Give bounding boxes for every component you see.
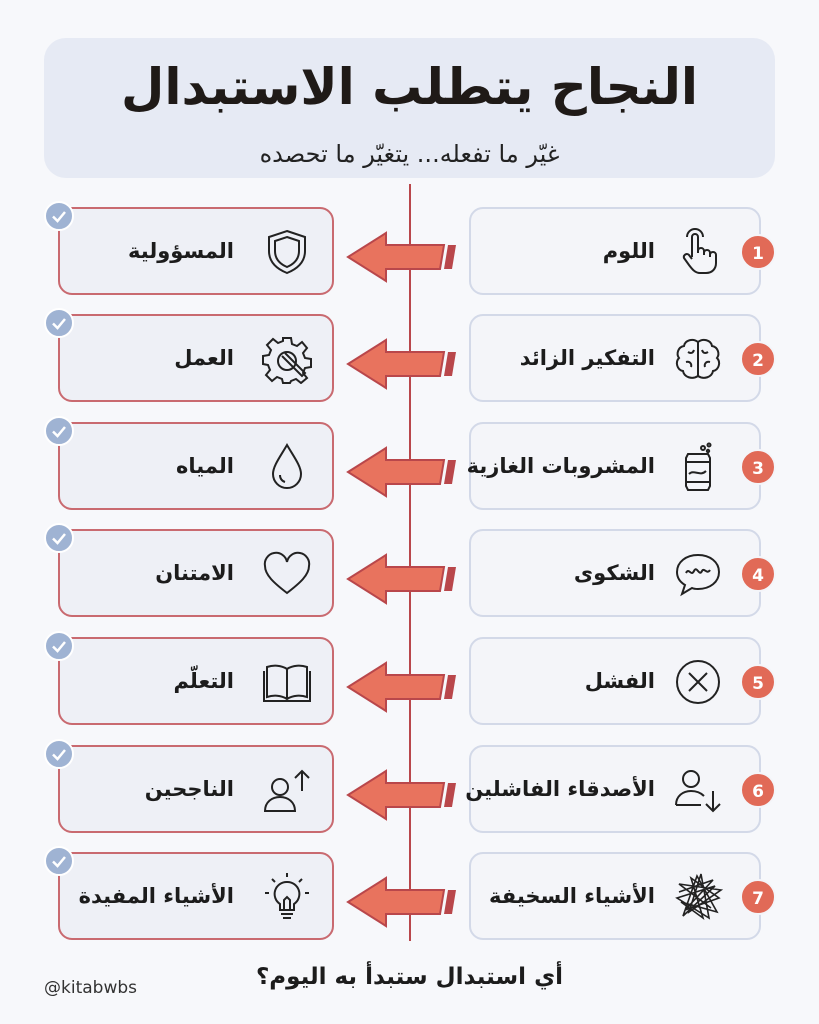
- check-icon: [44, 201, 74, 231]
- gear-wrench-icon: [262, 334, 312, 384]
- new-habit-card: [58, 314, 334, 402]
- check-icon: [44, 308, 74, 338]
- old-habit-card: [469, 852, 761, 940]
- footer-question: أي استبدال ستبدأ به اليوم؟: [255, 964, 564, 990]
- arrow-left-icon: [346, 551, 458, 607]
- page-title: النجاح يتطلب الاستبدال: [121, 58, 698, 116]
- old-habit-label: الأصدقاء الفاشلين: [465, 777, 655, 801]
- user-down-icon: [673, 765, 723, 815]
- old-habit-label: الأشياء السخيفة: [488, 884, 655, 908]
- step-number-badge: 2: [740, 341, 776, 377]
- step-number-badge: 4: [740, 556, 776, 592]
- old-habit-card: [469, 529, 761, 617]
- speech-bubble-icon: [673, 549, 723, 599]
- old-habit-label: التفكير الزائد: [519, 346, 655, 370]
- old-habit-label: اللوم: [602, 239, 655, 263]
- check-icon: [44, 631, 74, 661]
- brain-icon: [673, 334, 723, 384]
- old-habit-label: الشكوى: [573, 561, 655, 585]
- x-circle-icon: [673, 657, 723, 707]
- arrow-left-icon: [346, 767, 458, 823]
- step-number-badge: 3: [740, 449, 776, 485]
- check-icon: [44, 846, 74, 876]
- arrow-left-icon: [346, 444, 458, 500]
- arrow-left-icon: [346, 229, 458, 285]
- old-habit-card: [469, 637, 761, 725]
- arrow-left-icon: [346, 336, 458, 392]
- new-habit-label: العمل: [174, 346, 234, 370]
- open-book-icon: [262, 657, 312, 707]
- arrow-left-icon: [346, 874, 458, 930]
- new-habit-card: [58, 207, 334, 295]
- soda-can-icon: [673, 442, 723, 492]
- pointing-hand-icon: [673, 227, 723, 277]
- check-icon: [44, 739, 74, 769]
- new-habit-label: المسؤولية: [128, 239, 234, 263]
- page-subtitle: غيّر ما تفعله... يتغيّر ما تحصده: [259, 140, 560, 168]
- new-habit-label: التعلّم: [173, 669, 234, 693]
- new-habit-label: الناجحين: [144, 777, 234, 801]
- old-habit-card: [469, 314, 761, 402]
- author-handle: @kitabwbs: [44, 978, 137, 998]
- new-habit-label: الأشياء المفيدة: [78, 884, 234, 908]
- old-habit-card: [469, 207, 761, 295]
- swap-row-6: [0, 745, 819, 835]
- new-habit-card: [58, 637, 334, 725]
- shield-icon: [262, 227, 312, 277]
- new-habit-card: [58, 529, 334, 617]
- header-panel: [44, 38, 775, 178]
- heart-icon: [262, 549, 312, 599]
- swap-row-5: [0, 637, 819, 727]
- new-habit-label: المياه: [175, 454, 234, 478]
- lightbulb-icon: [262, 872, 312, 922]
- new-habit-card: [58, 852, 334, 940]
- new-habit-card: [58, 745, 334, 833]
- step-number-badge: 5: [740, 664, 776, 700]
- step-number-badge: 1: [740, 234, 776, 270]
- user-up-icon: [262, 765, 312, 815]
- swap-row-4: [0, 529, 819, 619]
- swap-row-7: [0, 852, 819, 942]
- new-habit-label: الامتنان: [155, 561, 234, 585]
- old-habit-card: [465, 745, 761, 833]
- swap-row-3: [0, 422, 819, 512]
- water-drop-icon: [262, 442, 312, 492]
- old-habit-card: [466, 422, 761, 510]
- new-habit-card: [58, 422, 334, 510]
- step-number-badge: 6: [740, 772, 776, 808]
- check-icon: [44, 523, 74, 553]
- scribble-icon: [673, 872, 723, 922]
- check-icon: [44, 416, 74, 446]
- arrow-left-icon: [346, 659, 458, 715]
- swap-row-1: [0, 207, 819, 297]
- swap-row-2: [0, 314, 819, 404]
- old-habit-label: الفشل: [584, 669, 655, 693]
- old-habit-label: المشروبات الغازية: [466, 454, 655, 478]
- step-number-badge: 7: [740, 879, 776, 915]
